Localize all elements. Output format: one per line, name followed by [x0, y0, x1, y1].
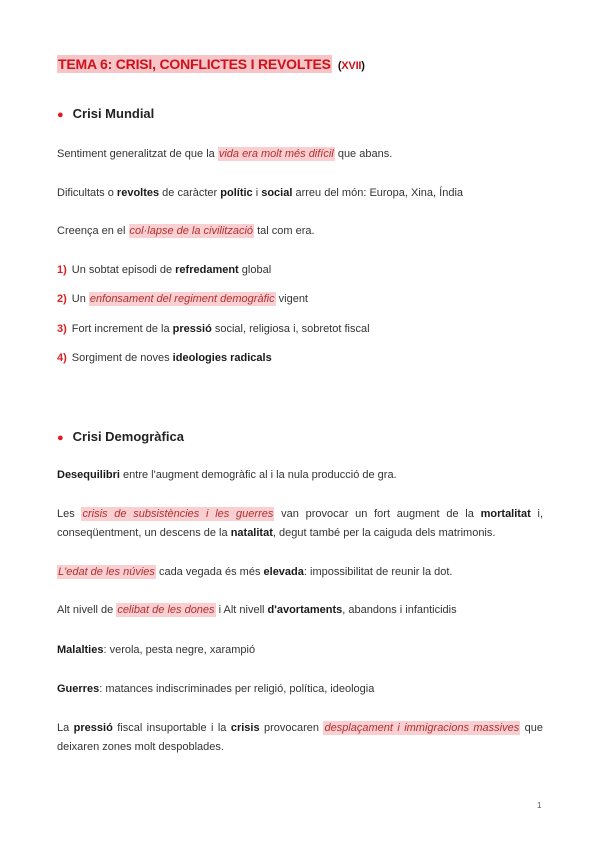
- bold-run: mortalitat: [480, 508, 531, 520]
- text-run: tal com era.: [254, 225, 315, 237]
- text-run: i, conseqüentment, un descens de la: [57, 508, 543, 539]
- highlight-run: vida era molt més difícil: [218, 148, 334, 160]
- text-run: Alt nivell de: [57, 604, 117, 616]
- bold-run: refredament: [175, 264, 239, 276]
- title-century: [338, 60, 365, 72]
- list-item: [57, 320, 543, 339]
- bold-run: polític: [220, 187, 253, 199]
- paragraph-pressio-fiscal: [57, 719, 543, 757]
- section-heading-crisi-mundial: [57, 106, 154, 121]
- list-number: 1): [57, 264, 67, 276]
- text-run: Sentiment generalitzat de que la: [57, 148, 218, 160]
- text-run: Creença en el: [57, 225, 129, 237]
- document-title: [57, 56, 365, 72]
- bold-run: Guerres: [57, 683, 100, 695]
- text-run: Dificultats o: [57, 187, 117, 199]
- bold-run: natalitat: [230, 527, 273, 539]
- text-run: que abans.: [334, 148, 393, 160]
- highlight-run: L'edat de les núvies: [58, 566, 155, 578]
- text-run: que deixaren zones molt despoblades.: [57, 722, 544, 753]
- bold-run: Desequilibri: [57, 469, 120, 481]
- text-run: , degut també per la caiguda dels matrimonis.: [272, 527, 496, 539]
- text-run: Fort increment de la: [71, 323, 173, 335]
- page-number: 1: [537, 801, 542, 810]
- paragraph-desequilibri: [57, 466, 543, 485]
- text-run: de caràcter: [159, 187, 221, 199]
- text-run: i: [252, 187, 262, 199]
- list-item: [57, 290, 543, 309]
- text-run: Un: [71, 293, 89, 305]
- title-close-paren: ): [361, 60, 365, 72]
- bold-run: revoltes: [116, 187, 160, 199]
- list-item: [57, 261, 543, 280]
- paragraph-creenca: [57, 222, 543, 241]
- highlight-run: enfonsament del regiment demogràfic: [89, 293, 275, 305]
- bold-run: pressió: [172, 323, 212, 335]
- title-main: TEMA 6: CRISI, CONFLICTES I REVOLTES: [58, 56, 331, 72]
- bold-run: Malalties: [57, 644, 104, 656]
- bold-run: d'avortaments: [267, 604, 343, 616]
- text-run: entre l'augment demogràfic al i la nula producció de gra.: [119, 469, 397, 481]
- paragraph-celibat: [57, 601, 543, 620]
- text-run: : verola, pesta negre, xarampió: [103, 644, 256, 656]
- title-century-roman: XVII: [341, 60, 362, 72]
- text-run: global: [238, 264, 272, 276]
- list-item: [57, 349, 543, 368]
- bold-run: crisis: [230, 722, 260, 734]
- highlight-run: crisis de subsistències i les guerres: [82, 508, 274, 520]
- text-run: i Alt nivell: [215, 604, 268, 616]
- text-run: : matances indiscriminades per religió, política, ideologia: [99, 683, 375, 695]
- section-heading-text: Crisi Mundial: [72, 106, 155, 121]
- bold-run: social: [261, 187, 293, 199]
- text-run: La: [57, 722, 74, 734]
- section-heading-text: Crisi Demogràfica: [72, 429, 184, 444]
- bullet-icon: ●: [57, 109, 64, 121]
- highlight-run: desplaçament i immigracions massives: [324, 722, 520, 734]
- text-run: Un sobtat episodi de: [71, 264, 176, 276]
- text-run: provocaren: [259, 722, 324, 734]
- text-run: social, religiosa i, sobretot fiscal: [211, 323, 370, 335]
- text-run: : impossibilitat de reunir la dot.: [303, 566, 453, 578]
- text-run: cada vegada és més: [155, 566, 264, 578]
- bullet-icon: ●: [57, 432, 64, 444]
- list-number: 4): [57, 352, 67, 364]
- bold-run: elevada: [263, 566, 304, 578]
- text-run: fiscal insuportable i la: [112, 722, 231, 734]
- paragraph-sentiment: [57, 145, 543, 164]
- text-run: Sorgiment de noves: [71, 352, 173, 364]
- text-run: van provocar un fort augment de la: [274, 508, 481, 520]
- text-run: arreu del món: Europa, Xina, Índia: [292, 187, 464, 199]
- list-number: 3): [57, 323, 67, 335]
- paragraph-dificultats: [57, 184, 543, 203]
- title-open-paren: (: [337, 60, 342, 72]
- paragraph-guerres: [57, 680, 543, 699]
- paragraph-edat-nuvies: [57, 563, 543, 582]
- text-run: Les: [57, 508, 82, 520]
- text-run: , abandons i infanticidis: [342, 604, 457, 616]
- bold-run: ideologies radicals: [172, 352, 272, 364]
- paragraph-malalties: [57, 641, 543, 660]
- bold-run: pressió: [73, 722, 113, 734]
- text-run: vigent: [275, 293, 308, 305]
- highlight-run: celibat de les dones: [117, 604, 215, 616]
- paragraph-crisis-subsistencies: [57, 505, 543, 543]
- list-number: 2): [57, 293, 67, 305]
- highlight-run: col·lapse de la civilització: [129, 225, 254, 237]
- section-heading-crisi-demografica: [57, 429, 184, 444]
